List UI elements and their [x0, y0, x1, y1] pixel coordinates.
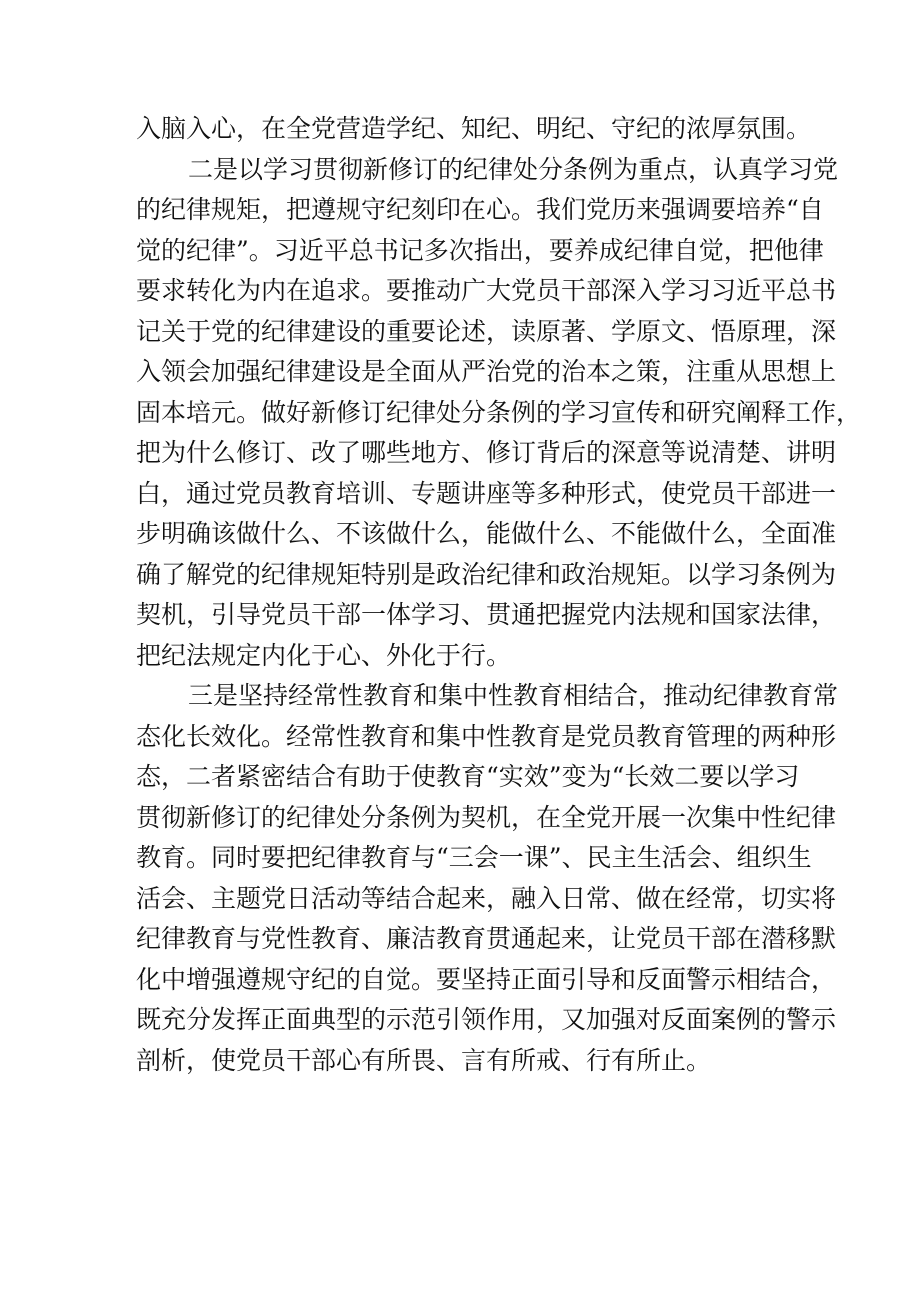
text-line: 既充分发挥正面典型的示范引领作用，又加强对反面案例的警示	[136, 1005, 837, 1034]
text-line: 态，二者紧密结合有助于使教育“实效”变为“长效二要以学习	[136, 762, 800, 791]
document-body	[136, 109, 862, 1081]
paragraph-1	[136, 109, 812, 150]
text-line: 活会、主题党日活动等结合起来，融入日常、做在经常，切实将	[136, 883, 837, 913]
text-line: 二是以学习贯彻新修订的纪律处分条例为重点，认真学习党	[188, 154, 839, 184]
text-line: 记关于党的纪律建设的重要论述，读原著、学原文、悟原理，深	[136, 316, 837, 346]
text-line: 入脑入心，在全党营造学纪、知纪、明纪、守纪的浓厚氛围。	[136, 114, 812, 143]
text-line: 把为什么修订、改了哪些地方、修订背后的深意等说清楚、讲明	[136, 438, 837, 467]
text-line: 把纪法规定内化于心、外化于行。	[136, 640, 512, 670]
text-line: 的纪律规矩，把遵规守纪刻印在心。我们党历来强调要培养“自	[136, 195, 824, 224]
text-line: 教育。同时要把纪律教育与“三会一课”、民主生活会、组织生	[136, 843, 812, 872]
text-line: 贯彻新修订的纪律处分条例为契机，在全党开展一次集中性纪律	[136, 802, 837, 832]
text-line: 契机，引导党员干部一体学习、贯通把握党内法规和国家法律，	[136, 600, 837, 629]
text-line: 步明确该做什么、不该做什么，能做什么、不能做什么，全面准	[136, 519, 837, 548]
text-line: 固本培元。做好新修订纪律处分条例的学习宣传和研究阐释工作，	[136, 397, 862, 427]
paragraph-2	[136, 150, 862, 677]
text-line: 觉的纪律”。习近平总书记多次指出，要养成纪律自觉，把他律	[136, 235, 824, 265]
text-line: 白，通过党员教育培训、专题讲座等多种形式，使党员干部进一	[136, 478, 837, 508]
text-line: 确了解党的纪律规矩特别是政治纪律和政治规矩。以学习条例为	[136, 559, 837, 589]
text-line: 化中增强遵规守纪的自觉。要坚持正面引导和反面警示相结合，	[136, 964, 837, 994]
text-line: 要求转化为内在追求。要推动广大党员干部深入学习习近平总书	[136, 276, 837, 305]
text-line: 剖析，使党员干部心有所畏、言有所戒、行有所止。	[136, 1045, 712, 1075]
paragraph-3	[136, 676, 839, 1081]
text-line: 纪律教育与党性教育、廉洁教育贯通起来，让党员干部在潜移默	[136, 924, 837, 953]
text-line: 入领会加强纪律建设是全面从严治党的治本之策，注重从思想上	[136, 357, 837, 386]
text-line: 态化长效化。经常性教育和集中性教育是党员教育管理的两种形	[136, 721, 837, 751]
text-line: 三是坚持经常性教育和集中性教育相结合，推动纪律教育常	[188, 681, 839, 710]
